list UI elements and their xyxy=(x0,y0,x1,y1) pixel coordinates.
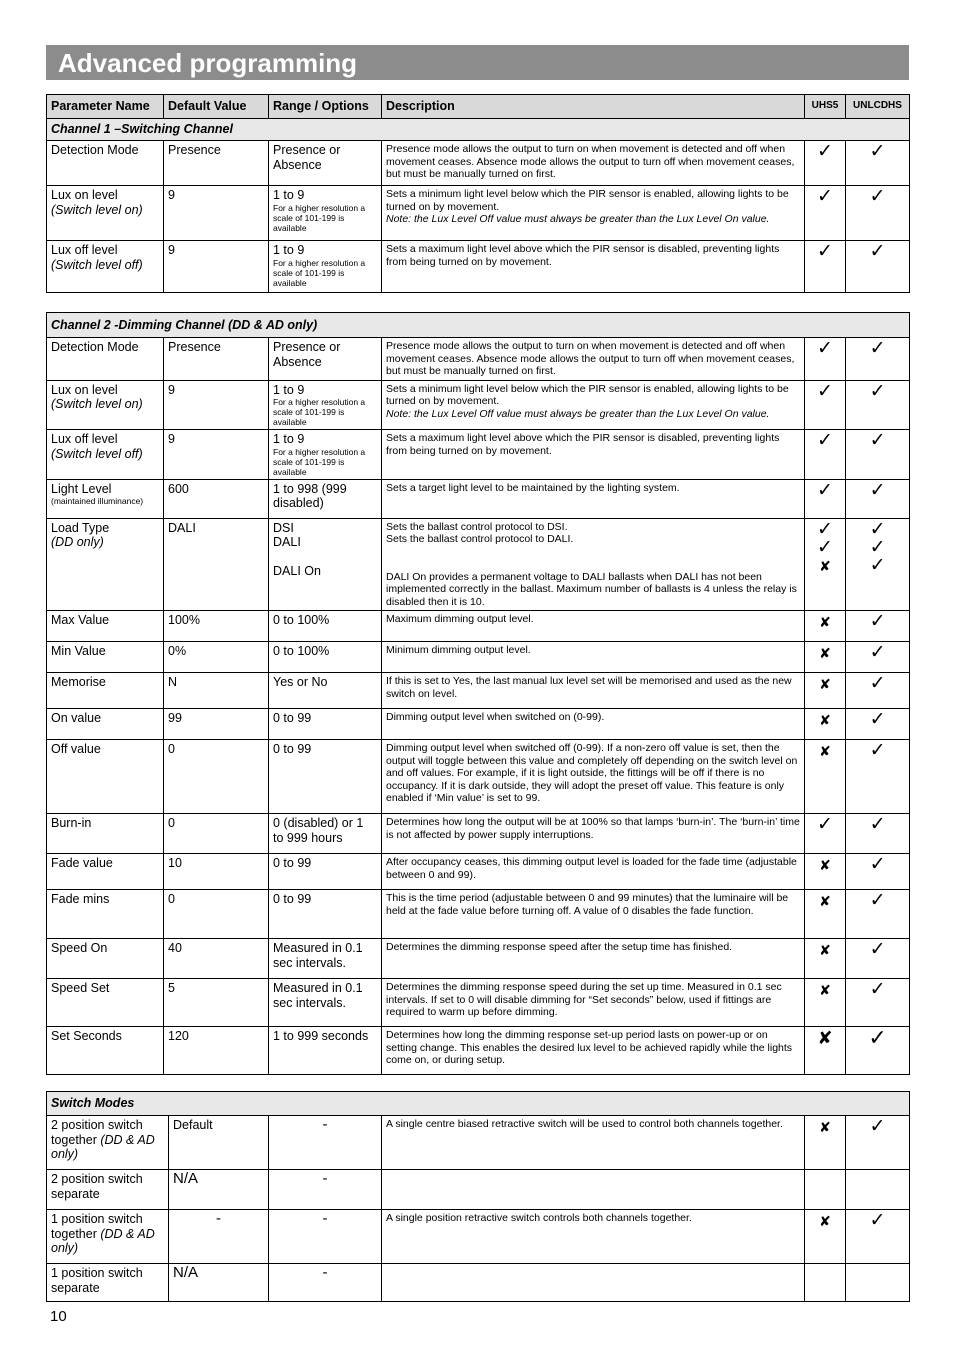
table-row xyxy=(47,1264,910,1302)
range-text: 1 to 9 xyxy=(273,432,305,446)
table-row xyxy=(47,890,910,939)
table-row xyxy=(47,430,910,480)
description: Determines the dimming response speed after the setup time has finished. xyxy=(382,939,805,979)
cross-icon: ✘ xyxy=(805,890,846,939)
check-icon: ✓ xyxy=(869,554,886,576)
table-row xyxy=(47,939,910,979)
check-icon: ✓ xyxy=(846,141,910,186)
check-icon: ✓ xyxy=(846,890,910,939)
default-value: 9 xyxy=(164,241,269,293)
check-icon: ✓ xyxy=(805,380,846,430)
header-uhs5: UHS5 xyxy=(805,95,846,119)
default-value: N/A xyxy=(169,1264,269,1302)
description-dali: Sets the ballast control protocol to DALI. xyxy=(386,533,574,545)
param-name xyxy=(47,430,164,480)
range-text: 1 to 9 xyxy=(273,188,305,202)
cross-icon: ✘ xyxy=(805,1116,846,1170)
range-text: 1 to 9 xyxy=(273,243,305,257)
cross-icon: ✘ xyxy=(805,740,846,814)
table-row xyxy=(47,1210,910,1264)
page-number: 10 xyxy=(50,1308,67,1325)
marks-uhs5 xyxy=(805,518,846,611)
table-row xyxy=(47,1170,910,1210)
range-options: 0 to 99 xyxy=(269,709,382,740)
check-icon: ✓ xyxy=(805,241,846,293)
default-value: Default xyxy=(169,1116,269,1170)
default-value: N xyxy=(164,673,269,709)
description: Dimming output level when switched off (0-99). If a non-zero off value is set, then the output will toggle between this value and completely off depending on the switch level on and off values. For example, if it is light outside, the fittings will be off if there is no occupancy. If it is dark outside, they will adopt the preset off value. This feature is only enabled if ‘Min value’ is set to 99. xyxy=(382,740,805,814)
default-value: 9 xyxy=(164,430,269,480)
range-options: Measured in 0.1 sec intervals. xyxy=(269,939,382,979)
header-parameter-name: Parameter Name xyxy=(47,95,164,119)
empty-cell xyxy=(805,1170,846,1210)
check-icon: ✓ xyxy=(846,1027,910,1075)
range-options xyxy=(269,430,382,480)
description xyxy=(382,186,805,241)
range-dali: DALI xyxy=(273,535,301,549)
description: After occupancy ceases, this dimming output level is loaded for the fade time (adjustable between 0 and 99). xyxy=(382,854,805,890)
check-icon: ✓ xyxy=(805,479,846,518)
default-value: 5 xyxy=(164,979,269,1027)
param-sub: (DD & AD only) xyxy=(51,1226,155,1255)
default-value: Presence xyxy=(164,141,269,186)
default-value: 99 xyxy=(164,709,269,740)
param-sub: (DD & AD only) xyxy=(51,1132,155,1161)
check-icon: ✓ xyxy=(846,854,910,890)
param-name-text: Lux off level xyxy=(51,243,118,257)
cross-icon: ✘ xyxy=(805,1210,846,1264)
channel-2-table xyxy=(46,312,910,1075)
range-options: 0 to 100% xyxy=(269,611,382,642)
param-name: On value xyxy=(47,709,164,740)
default-value: 0 xyxy=(164,814,269,854)
param-name: Off value xyxy=(47,740,164,814)
table-row xyxy=(47,380,910,430)
cross-icon: ✘ xyxy=(805,642,846,673)
param-name: 1 position switch separate xyxy=(47,1264,169,1302)
param-name: Min Value xyxy=(47,642,164,673)
param-name-text: 1 position switch together xyxy=(51,1212,143,1241)
default-value: 0 xyxy=(164,890,269,939)
param-sub: (Switch level on) xyxy=(51,202,143,217)
description-text: Sets a minimum light level below which the PIR sensor is enabled, allowing lights to be turned on by movement. xyxy=(386,188,789,213)
range-options: - xyxy=(269,1264,382,1302)
default-value: DALI xyxy=(164,518,269,611)
default-value: 100% xyxy=(164,611,269,642)
description: Maximum dimming output level. xyxy=(382,611,805,642)
description: If this is set to Yes, the last manual lux level set will be memorised and used as the new switch on level. xyxy=(382,673,805,709)
cross-icon: ✘ xyxy=(805,673,846,709)
description: Presence mode allows the output to turn on when movement is detected and off when movement ceases. Absence mode allows the output to turn off when movement ceases, but must be manually turned on first. xyxy=(382,141,805,186)
channel-2-title: Channel 2 -Dimming Channel (DD & AD only) xyxy=(47,313,910,338)
check-icon: ✓ xyxy=(846,1210,910,1264)
description-note: Note: the Lux Level Off value must always be greater than the Lux Level On value. xyxy=(386,213,770,225)
param-name xyxy=(47,479,164,518)
range-options: 1 to 999 seconds xyxy=(269,1027,382,1075)
default-value: 10 xyxy=(164,854,269,890)
empty-cell xyxy=(846,1264,910,1302)
check-icon: ✓ xyxy=(846,380,910,430)
range-options: 0 (disabled) or 1 to 999 hours xyxy=(269,814,382,854)
cross-icon: ✘ xyxy=(805,854,846,890)
range-options: Yes or No xyxy=(269,673,382,709)
description-text: Sets a minimum light level below which the PIR sensor is enabled, allowing lights to be turned on by movement. xyxy=(386,382,789,407)
param-name xyxy=(47,380,164,430)
description: Minimum dimming output level. xyxy=(382,642,805,673)
table-row xyxy=(47,979,910,1027)
description: Determines the dimming response speed during the set up time. Measured in 0.1 sec intervals. If set to 0 will disable dimming for “Set seconds” below, used if fittings are required to warm up before dimming. xyxy=(382,979,805,1027)
check-icon: ✓ xyxy=(869,536,886,558)
channel-1-title: Channel 1 –Switching Channel xyxy=(47,119,910,141)
marks-unlcdhs xyxy=(846,518,910,611)
param-name: Set Seconds xyxy=(47,1027,164,1075)
cross-icon: ✘ xyxy=(805,939,846,979)
param-name: Detection Mode xyxy=(47,141,164,186)
range-options: 0 to 99 xyxy=(269,854,382,890)
table-row xyxy=(47,673,910,709)
cross-icon: ✘ xyxy=(805,979,846,1027)
description: Determines how long the dimming response set-up period lasts on power-up or on setting change. This enables the desired lux level to be achieved rapidly while the lights come on, or during setup. xyxy=(382,1027,805,1075)
description: Sets a maximum light level above which the PIR sensor is disabled, preventing lights from being turned on by movement. xyxy=(382,241,805,293)
check-icon: ✓ xyxy=(846,979,910,1027)
description-dali-on: DALI On provides a permanent voltage to DALI ballasts when DALI has not been implemented correctly in the ballast. Maximum number of ballasts is 4 unless the relay is disabled then it is 10. xyxy=(386,570,797,608)
param-name: Fade value xyxy=(47,854,164,890)
header-default-value: Default Value xyxy=(164,95,269,119)
table-row xyxy=(47,141,910,186)
description-dsi: Sets the ballast control protocol to DSI. xyxy=(386,520,568,533)
check-icon: ✓ xyxy=(805,338,846,381)
check-icon: ✓ xyxy=(846,186,910,241)
check-icon: ✓ xyxy=(846,430,910,480)
description: Dimming output level when switched on (0-99). xyxy=(382,709,805,740)
range-options: Measured in 0.1 sec intervals. xyxy=(269,979,382,1027)
default-value: N/A xyxy=(169,1170,269,1210)
range-dsi: DSI xyxy=(273,520,294,535)
description: A single position retractive switch controls both channels together. xyxy=(382,1210,805,1264)
default-value: 9 xyxy=(164,186,269,241)
header-unlcdhs: UNLCDHS xyxy=(846,95,910,119)
section-title-bar xyxy=(46,45,909,80)
param-name-text: Lux off level xyxy=(51,432,118,446)
param-name: 2 position switch separate xyxy=(47,1170,169,1210)
range-text: 1 to 9 xyxy=(273,382,305,397)
empty-cell xyxy=(846,1170,910,1210)
check-icon: ✓ xyxy=(846,939,910,979)
param-sub: (DD only) xyxy=(51,535,104,549)
table-row xyxy=(47,518,910,611)
check-icon: ✓ xyxy=(846,479,910,518)
check-icon: ✓ xyxy=(817,518,833,540)
table-row xyxy=(47,611,910,642)
switch-modes-table xyxy=(46,1091,910,1302)
channel-1-table xyxy=(46,94,910,293)
table-row xyxy=(47,1027,910,1075)
cross-icon: ✘ xyxy=(805,1027,846,1075)
description: A single centre biased retractive switch will be used to control both channels together. xyxy=(382,1116,805,1170)
check-icon: ✓ xyxy=(817,536,833,558)
check-icon: ✓ xyxy=(805,814,846,854)
param-name: Memorise xyxy=(47,673,164,709)
description xyxy=(382,380,805,430)
check-icon: ✓ xyxy=(846,611,910,642)
param-name: Speed On xyxy=(47,939,164,979)
param-name: Detection Mode xyxy=(47,338,164,381)
param-name-text: Load Type xyxy=(51,520,110,535)
description: Presence mode allows the output to turn on when movement is detected and off when movement ceases. Absence mode allows the output to turn off when movement ceases, but must be manually turned on first. xyxy=(382,338,805,381)
param-name-text: Light Level xyxy=(51,481,112,496)
cross-icon: ✘ xyxy=(805,709,846,740)
range-options: 0 to 99 xyxy=(269,740,382,814)
check-icon: ✓ xyxy=(846,1116,910,1170)
table-row xyxy=(47,186,910,241)
table-row xyxy=(47,709,910,740)
description xyxy=(382,1170,805,1210)
check-icon: ✓ xyxy=(805,186,846,241)
description-note: Note: the Lux Level Off value must always be greater than the Lux Level On value. xyxy=(386,407,770,420)
param-name: Speed Set xyxy=(47,979,164,1027)
param-name xyxy=(47,1116,169,1170)
param-name: Fade mins xyxy=(47,890,164,939)
range-note: For a higher resolution a scale of 101-199 is available xyxy=(273,446,366,477)
range-options: - xyxy=(269,1116,382,1170)
range-note: For a higher resolution a scale of 101-199 is available xyxy=(273,202,366,233)
check-icon: ✓ xyxy=(805,430,846,480)
header-range-options: Range / Options xyxy=(269,95,382,119)
default-value: Presence xyxy=(164,338,269,381)
check-icon: ✓ xyxy=(846,814,910,854)
param-name-text: Lux on level xyxy=(51,382,118,397)
param-name: Max Value xyxy=(47,611,164,642)
default-value: 0% xyxy=(164,642,269,673)
empty-cell xyxy=(805,1264,846,1302)
range-options xyxy=(269,518,382,611)
cross-icon: ✘ xyxy=(805,611,846,642)
range-options: 1 to 998 (999 disabled) xyxy=(269,479,382,518)
param-name xyxy=(47,1210,169,1264)
description xyxy=(382,1264,805,1302)
range-options xyxy=(269,241,382,293)
cross-icon: ✘ xyxy=(819,557,831,574)
param-name-text: 2 position switch together xyxy=(51,1118,143,1147)
range-dali-on: DALI On xyxy=(273,564,321,578)
description: This is the time period (adjustable between 0 and 99 minutes) that the luminaire will be held at the fade value before turning off. A value of 0 disables the fade function. xyxy=(382,890,805,939)
table-row xyxy=(47,814,910,854)
range-options: - xyxy=(269,1210,382,1264)
check-icon: ✓ xyxy=(846,709,910,740)
table-row xyxy=(47,241,910,293)
description: Determines how long the output will be at 100% so that lamps ‘burn-in’. The ‘burn-in’ time is not affected by power supply interruptions. xyxy=(382,814,805,854)
default-value: 9 xyxy=(164,380,269,430)
default-value: 120 xyxy=(164,1027,269,1075)
range-note: For a higher resolution a scale of 101-199 is available xyxy=(273,397,366,427)
table-row xyxy=(47,854,910,890)
description xyxy=(382,518,805,611)
param-sub: (Switch level on) xyxy=(51,397,143,411)
param-name xyxy=(47,186,164,241)
range-options: Presence or Absence xyxy=(269,338,382,381)
description: Sets a maximum light level above which the PIR sensor is disabled, preventing lights from being turned on by movement. xyxy=(382,430,805,480)
param-sub: (Switch level off) xyxy=(51,257,143,272)
param-sub: (maintained illuminance) xyxy=(51,496,144,506)
range-options: Presence or Absence xyxy=(269,141,382,186)
range-options: 0 to 100% xyxy=(269,642,382,673)
table-row xyxy=(47,1116,910,1170)
switch-modes-title: Switch Modes xyxy=(47,1092,910,1116)
param-name xyxy=(47,241,164,293)
range-options xyxy=(269,186,382,241)
range-options: 0 to 99 xyxy=(269,890,382,939)
check-icon: ✓ xyxy=(805,141,846,186)
default-value: 600 xyxy=(164,479,269,518)
default-value: 40 xyxy=(164,939,269,979)
param-name xyxy=(47,518,164,611)
range-note: For a higher resolution a scale of 101-199 is available xyxy=(273,257,366,288)
check-icon: ✓ xyxy=(846,642,910,673)
default-value: - xyxy=(169,1210,269,1264)
range-options: - xyxy=(269,1170,382,1210)
table-row xyxy=(47,479,910,518)
table-row xyxy=(47,642,910,673)
param-name: Burn-in xyxy=(47,814,164,854)
param-name-text: Lux on level xyxy=(51,188,118,202)
table-row xyxy=(47,338,910,381)
check-icon: ✓ xyxy=(846,673,910,709)
check-icon: ✓ xyxy=(846,740,910,814)
description: Sets a target light level to be maintained by the lighting system. xyxy=(382,479,805,518)
table-row xyxy=(47,740,910,814)
header-description: Description xyxy=(382,95,805,119)
check-icon: ✓ xyxy=(869,518,886,540)
range-options xyxy=(269,380,382,430)
param-sub: (Switch level off) xyxy=(51,446,143,461)
check-icon: ✓ xyxy=(846,338,910,381)
page-title: Advanced programming xyxy=(58,48,358,78)
check-icon: ✓ xyxy=(846,241,910,293)
default-value: 0 xyxy=(164,740,269,814)
